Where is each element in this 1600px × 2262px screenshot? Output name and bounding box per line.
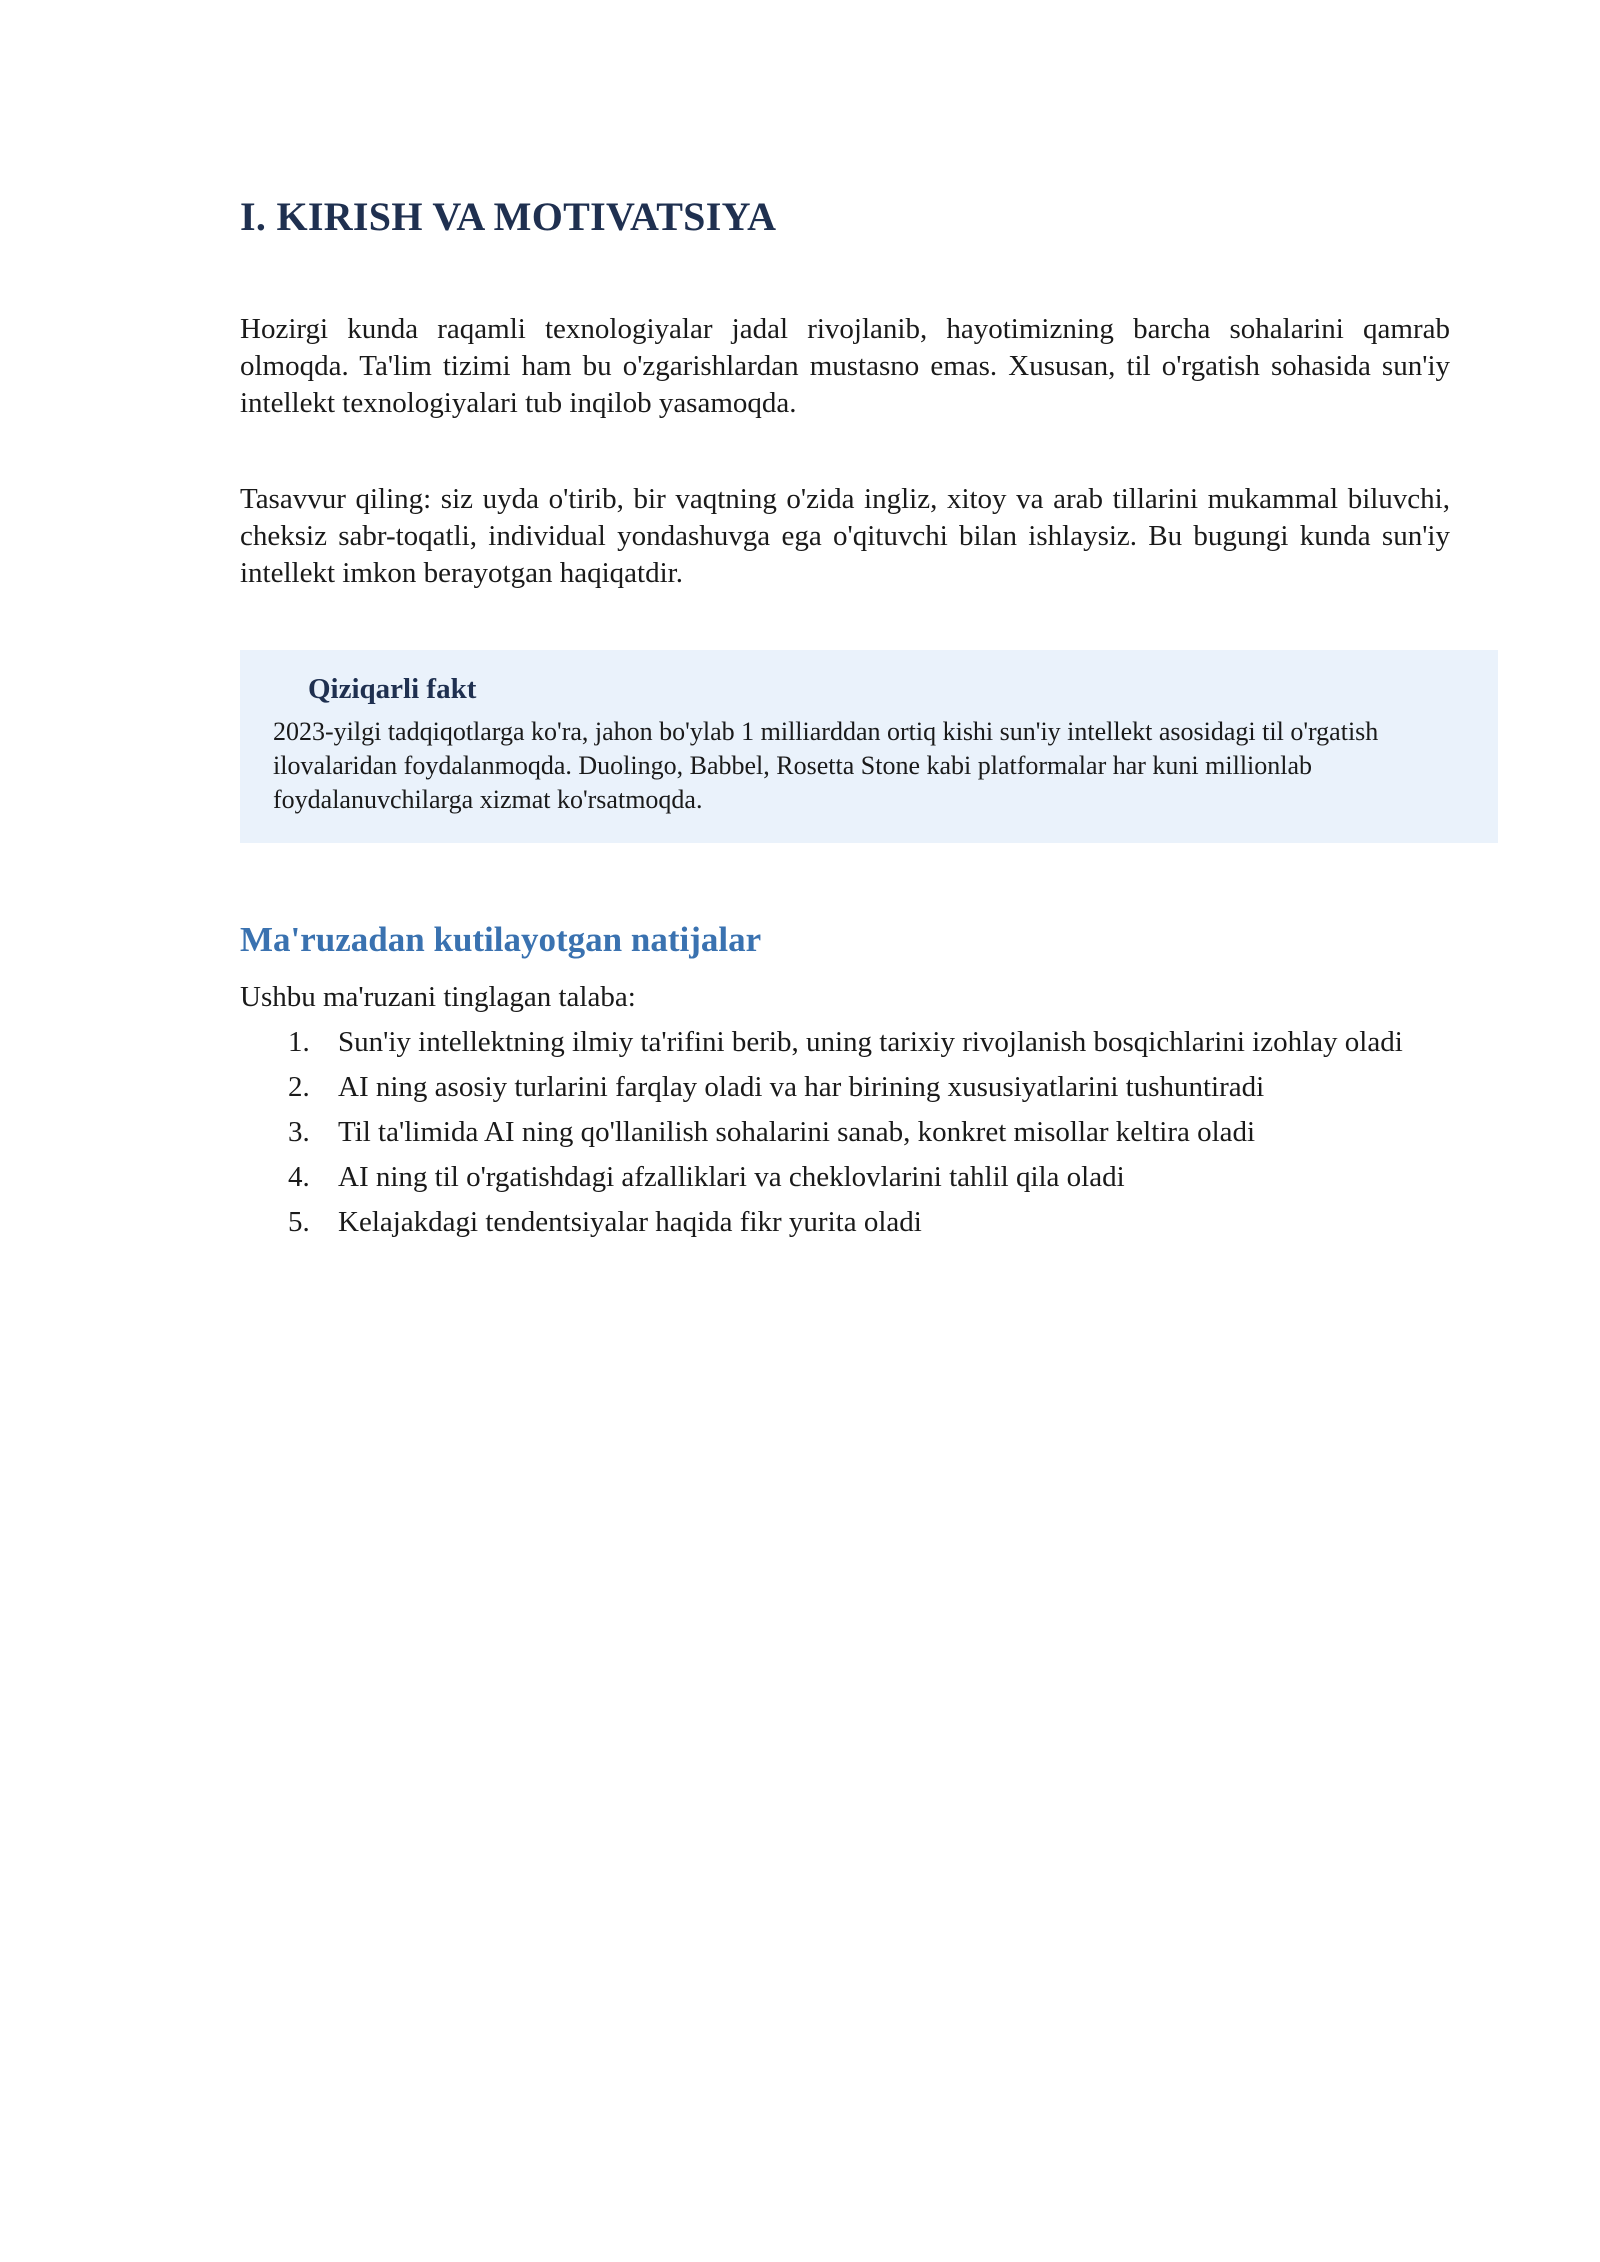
list-item-text: Kelajakdagi tendentsiyalar haqida fikr yurita oladi bbox=[338, 1206, 922, 1238]
fact-box-text: 2023-yilgi tadqiqotlarga ko'ra, jahon bo'ylab 1 milliarddan ortiq kishi sun'iy intellekt asosidagi til o'rgatish ilovalaridan foydalanmoqda. Duolingo, Babbel, Rosetta Stone kabi platformalar har kuni millionlab foydalanuvchilarga xizmat ko'rsatmoqda. bbox=[273, 717, 1379, 814]
outcomes-heading: Ma'ruzadan kutilayotgan natijalar bbox=[240, 920, 762, 959]
fact-box bbox=[240, 650, 1498, 843]
intro-paragraph: Hozirgi kunda raqamli texnologiyalar jadal rivojlanib, hayotimizning barcha sohalarini qamrab olmoqda. Ta'lim tizimi ham bu o'zgarishlardan mustasno emas. Xususan, til o'rgatish sohasida sun'iy intellekt texnologiyalari tub inqilob yasamoqda. bbox=[240, 313, 1450, 419]
list-item bbox=[240, 1159, 1450, 1196]
list-item bbox=[240, 1069, 1450, 1106]
list-item-text: AI ning asosiy turlarini farqlay oladi va har birining xususiyatlarini tushuntiradi bbox=[338, 1071, 1265, 1103]
list-item-number: 2. bbox=[288, 1071, 310, 1103]
list-item-number: 3. bbox=[288, 1116, 310, 1148]
list-item bbox=[240, 1024, 1450, 1061]
list-item-text: Til ta'limida AI ning qo'llanilish sohalarini sanab, konkret misollar keltira oladi bbox=[338, 1116, 1256, 1148]
fact-box-title: Qiziqarli fakt bbox=[308, 673, 477, 705]
list-item-number: 4. bbox=[288, 1161, 310, 1193]
outcomes-list bbox=[240, 1024, 1450, 1249]
list-item-text: AI ning til o'rgatishdagi afzalliklari va cheklovlarini tahlil qila oladi bbox=[338, 1161, 1125, 1193]
list-item-number: 5. bbox=[288, 1206, 310, 1238]
page-title: I. KIRISH VA MOTIVATSIYA bbox=[240, 194, 777, 239]
list-item-number: 1. bbox=[288, 1026, 310, 1058]
outcomes-intro: Ushbu ma'ruzani tinglagan talaba: bbox=[240, 981, 636, 1013]
list-item bbox=[240, 1204, 1450, 1241]
list-item-text: Sun'iy intellektning ilmiy ta'rifini berib, uning tarixiy rivojlanish bosqichlarini izohlay oladi bbox=[338, 1026, 1403, 1058]
imagine-paragraph: Tasavvur qiling: siz uyda o'tirib, bir vaqtning o'zida ingliz, xitoy va arab tillarini mukammal biluvchi, cheksiz sabr-toqatli, individual yondashuvga ega o'qituvchi bilan ishlaysiz. Bu bugungi kunda sun'iy intellekt imkon berayotgan haqiqatdir. bbox=[240, 483, 1450, 589]
list-item bbox=[240, 1114, 1450, 1151]
